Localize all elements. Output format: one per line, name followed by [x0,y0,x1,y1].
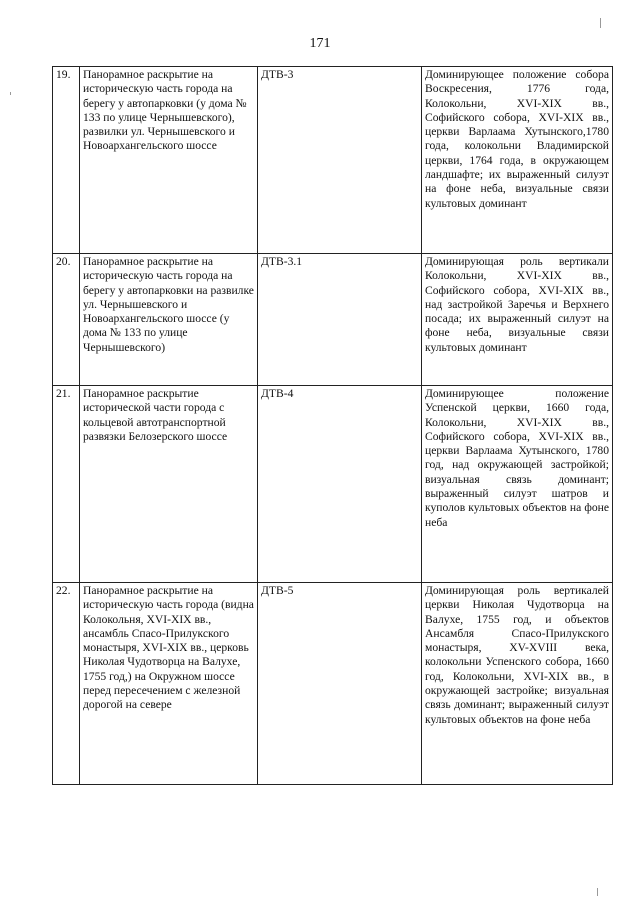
table-row [53,254,613,386]
row-number: 20. [53,254,80,386]
row-number: 19. [53,67,80,254]
scan-mark [597,888,598,896]
viewpoint-description: Доминирующая роль вертикалей церкви Николая Чудотворца на Валухе, 1755 год, и объектов Ансамбля Спасо-Прилукского монастыря, XV-XVIII века, колокольни Успенского собора, 1660 год, Колокольни, XVI-XIX вв., в окружающей застройке; визуальная связь доминант; выраженный силуэт культовых объектов на фоне неба [422,583,613,785]
table-row [53,583,613,785]
viewpoint-description: Доминирующее положение Успенской церкви, 1660 года, Колокольни, XVI-XIX вв., Софийского собора, XVI-XIX вв., церкви Варлаама Хутынского, 1780 год, над окружающей застройкой; визуальная связь доминант; выраженный силуэт шатров и куполов культовых объектов на фоне неба [422,386,613,583]
viewpoint-name: Панорамное раскрытие на историческую часть города на берегу у автопарковки на развилке ул. Чернышевского и Новоархангельского шоссе (у дома № 133 по улице Чернышевского) [80,254,258,386]
scan-mark [10,92,11,95]
scan-mark [600,18,601,28]
row-number: 22. [53,583,80,785]
row-number: 21. [53,386,80,583]
table-row [53,386,613,583]
viewpoint-name: Панорамное раскрытие на историческую часть города (видна Колокольня, XVI-XIX вв., ансамбль Спасо-Прилукского монастыря, XVI-XIX вв., церковь Николая Чудотворца на Валухе, 1755 год,) на Окружном шоссе перед пересечением с железной дорогой на севере [80,583,258,785]
viewpoints-table [52,66,613,785]
viewpoint-code: ДТВ-4 [258,386,422,583]
viewpoint-description: Доминирующее положение собора Воскресения, 1776 года, Колокольни, XVI-XIX вв., Софийского собора, XVI-XIX вв., церкви Варлаама Хутынского,1780 года, колокольни Владимирской церкви, 1764 года, в окружающем ландшафте; их выраженный силуэт на фоне неба, визуальные связи культовых доминант [422,67,613,254]
viewpoint-code: ДТВ-3 [258,67,422,254]
page-number: 171 [309,36,331,51]
viewpoint-code: ДТВ-3.1 [258,254,422,386]
viewpoint-description: Доминирующая роль вертикали Колокольни, XVI-XIX вв., Софийского собора, XVI-XIX вв., над застройкой Заречья и Верхнего посада; их выраженный силуэт на фоне неба, визуальные связи культовых доминант [422,254,613,386]
table-row [53,67,613,254]
viewpoint-code: ДТВ-5 [258,583,422,785]
viewpoint-name: Панорамное раскрытие на историческую часть города на берегу у автопарковки (у дома № 133 по улице Чернышевского), развилки ул. Чернышевского и Новоархангельского шоссе [80,67,258,254]
viewpoint-name: Панорамное раскрытие исторической части города с кольцевой автотранспортной развязки Белозерского шоссе [80,386,258,583]
